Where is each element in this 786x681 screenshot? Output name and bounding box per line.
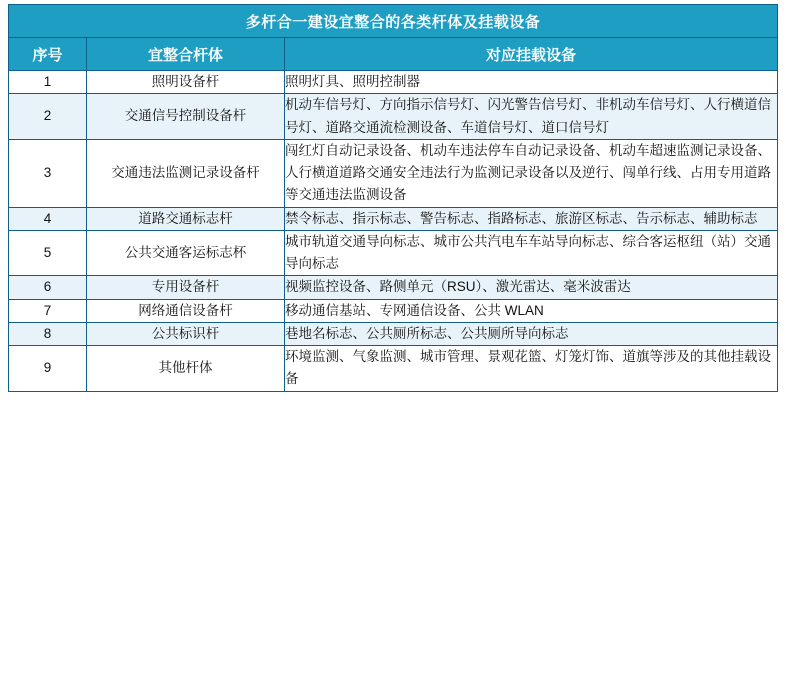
row-pole-type: 其他杆体 (87, 346, 285, 392)
row-devices: 环境监测、气象监测、城市管理、景观花篮、灯笼灯饰、道旗等涉及的其他挂载设备 (285, 346, 778, 392)
row-pole-type: 公共交通客运标志杯 (87, 230, 285, 276)
row-devices: 视频监控设备、路侧单元（RSU）、激光雷达、毫米波雷达 (285, 276, 778, 299)
table-row (9, 207, 778, 230)
header-cell-pole-type: 宜整合杆体 (87, 38, 285, 71)
table-row (9, 71, 778, 94)
row-devices: 照明灯具、照明控制器 (285, 71, 778, 94)
table-row (9, 299, 778, 322)
row-index: 5 (9, 230, 87, 276)
header-cell-index: 序号 (9, 38, 87, 71)
row-index: 4 (9, 207, 87, 230)
row-devices: 城市轨道交通导向标志、城市公共汽电车车站导向标志、综合客运枢纽（站）交通导向标志 (285, 230, 778, 276)
row-pole-type: 专用设备杆 (87, 276, 285, 299)
row-pole-type: 道路交通标志杆 (87, 207, 285, 230)
row-index: 9 (9, 346, 87, 392)
row-index: 1 (9, 71, 87, 94)
header-cell-devices: 对应挂载设备 (285, 38, 778, 71)
table-header-row (9, 38, 778, 71)
row-pole-type: 公共标识杆 (87, 322, 285, 345)
row-devices: 移动通信基站、专网通信设备、公共 WLAN (285, 299, 778, 322)
row-devices: 巷地名标志、公共厕所标志、公共厕所导向标志 (285, 322, 778, 345)
row-index: 7 (9, 299, 87, 322)
row-pole-type: 交通信号控制设备杆 (87, 94, 285, 140)
table-row (9, 346, 778, 392)
table-title: 多杆合一建设宜整合的各类杆体及挂载设备 (9, 5, 778, 38)
row-index: 8 (9, 322, 87, 345)
row-index: 2 (9, 94, 87, 140)
row-pole-type: 照明设备杆 (87, 71, 285, 94)
pole-integration-table (8, 4, 778, 392)
row-devices: 闯红灯自动记录设备、机动车违法停车自动记录设备、机动车超速监测记录设备、人行横道道路交通安全违法行为监测记录设备以及逆行、闯单行线、占用专用道路等交通违法监测设备 (285, 139, 778, 207)
row-devices: 机动车信号灯、方向指示信号灯、闪光警告信号灯、非机动车信号灯、人行横道信号灯、道路交通流检测设备、车道信号灯、道口信号灯 (285, 94, 778, 140)
table-row (9, 139, 778, 207)
row-pole-type: 网络通信设备杆 (87, 299, 285, 322)
row-index: 3 (9, 139, 87, 207)
row-index: 6 (9, 276, 87, 299)
table-title-row (9, 5, 778, 38)
table-row (9, 322, 778, 345)
table-row (9, 94, 778, 140)
table-row (9, 230, 778, 276)
table-row (9, 276, 778, 299)
row-pole-type: 交通违法监测记录设备杆 (87, 139, 285, 207)
row-devices: 禁令标志、指示标志、警告标志、指路标志、旅游区标志、告示标志、辅助标志 (285, 207, 778, 230)
